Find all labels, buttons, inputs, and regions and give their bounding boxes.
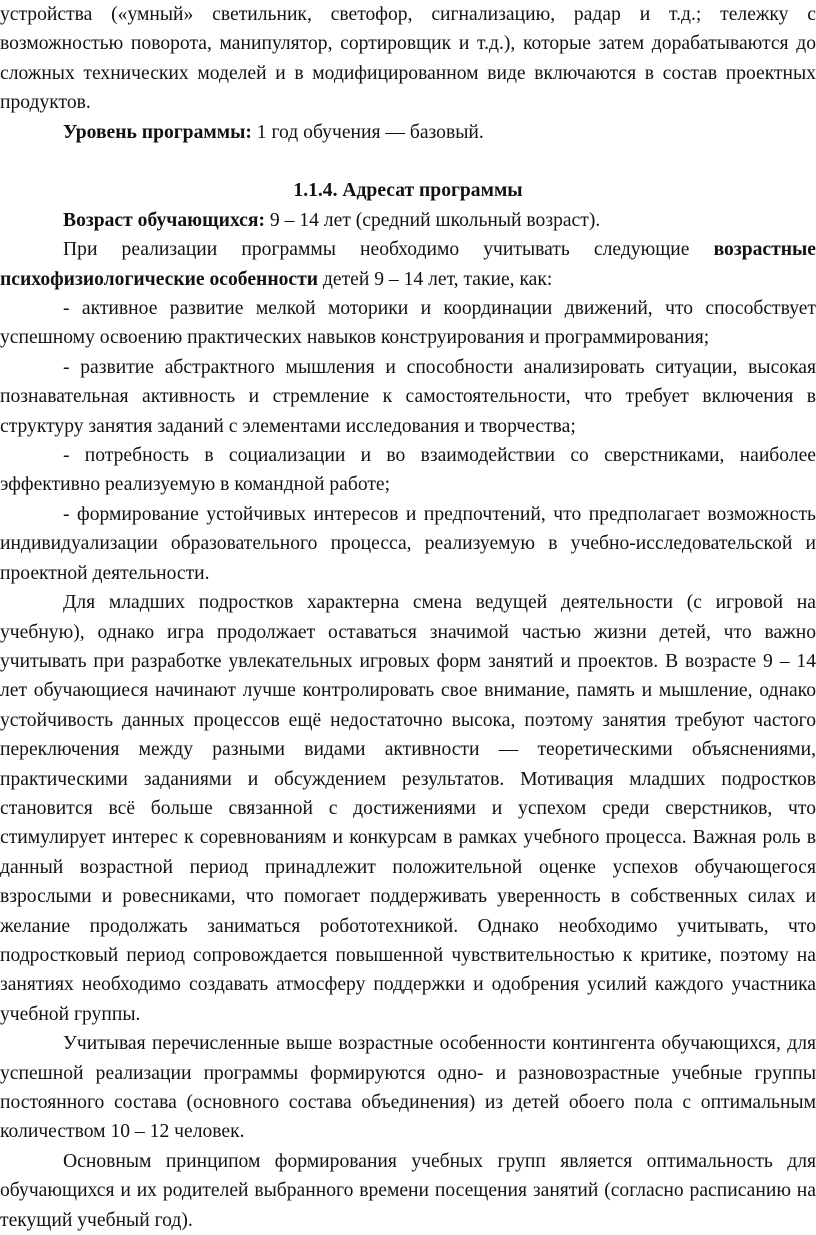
features-paragraph	[0, 235, 816, 294]
principle-paragraph: Основным принципом формирования учебных групп является оптимальность для обучающихся и их родителей выбранного времени посещения занятий (согласно расписанию на текущий учебный год).	[0, 1150, 816, 1231]
age-paragraph	[0, 206, 816, 235]
program-level-paragraph	[0, 118, 816, 147]
bullet-item: - развитие абстрактного мышления и способности анализировать ситуации, высокая познавательная активность и стремление к самостоятельности, что требует включения в структуру занятия заданий с элементами исследования и творчества;	[0, 356, 816, 437]
bullet-item: - активное развитие мелкой моторики и координации движений, что способствует успешному освоению практических навыков конструирования и программирования;	[0, 298, 816, 349]
age-label: Возраст обучающихся:	[63, 209, 266, 231]
bullet-item: - потребность в социализации и во взаимодействии со сверстниками, наиболее эффективно реализуемую в командной работе;	[0, 445, 816, 496]
paragraph-continuation: устройства («умный» светильник, светофор, сигнализацию, радар и т.д.; тележку с возможностью поворота, манипулятор, сортировщик и т.д.), которые затем дорабатываются до сложных технических моделей и в модифицированном виде включаются в состав проектных продуктов.	[0, 4, 816, 114]
spacer	[0, 147, 816, 176]
groups-paragraph: Учитывая перечисленные выше возрастные особенности контингента обучающихся, для успешной реализации программы формируются одно- и разновозрастные учебные группы постоянного состава (основного состава объединения) из детей обоего пола с оптимальным количеством 10 – 12 человек.	[0, 1033, 816, 1143]
age-value: 9 – 14 лет (средний школьный возраст).	[265, 209, 601, 231]
teens-paragraph: Для младших подростков характерна смена ведущей деятельности (с игровой на учебную), однако игра продолжает оставаться значимой частью жизни детей, что важно учитывать при разработке увлекательных игровых форм занятий и проектов. В возрасте 9 – 14 лет обучающиеся начинают лучше контролировать свое внимание, память и мышление, однако устойчивость данных процессов ещё недостаточно высока, поэтому занятия требуют частого переключения между разными видами активности — теоретическими объяснениями, практическими заданиями и обсуждением результатов. Мотивация младших подростков становится всё больше связанной с достижениями и успехом среди сверстников, что стимулирует интерес к соревнованиям и конкурсам в рамках учебного процесса. Важная роль в данный возрастной период принадлежит положительной оценке успехов обучающегося взрослыми и ровесниками, что помогает поддерживать уверенность в собственных силах и желание продолжать заниматься робототехникой. Однако необходимо учитывать, что подростковый период сопровождается повышенной чувствительностью к критике, поэтому на занятиях необходимо создавать атмосферу поддержки и одобрения усилий каждого участника учебной группы.	[0, 592, 816, 1025]
features-intro: При реализации программы необходимо учитывать следующие	[63, 239, 714, 261]
features-tail: детей 9 – 14 лет, такие, как:	[318, 268, 553, 290]
program-level-value: 1 год обучения — базовый.	[251, 121, 484, 143]
section-heading: 1.1.4. Адресат программы	[293, 180, 523, 202]
bullet-item: - формирование устойчивых интересов и предпочтений, что предполагает возможность индивидуализации образовательного процесса, реализуемую в учебно-исследовательской и проектной деятельности.	[0, 503, 816, 584]
program-level-label: Уровень программы:	[63, 121, 252, 143]
features-bold: возрастные психофизиологические особенности	[0, 239, 816, 290]
